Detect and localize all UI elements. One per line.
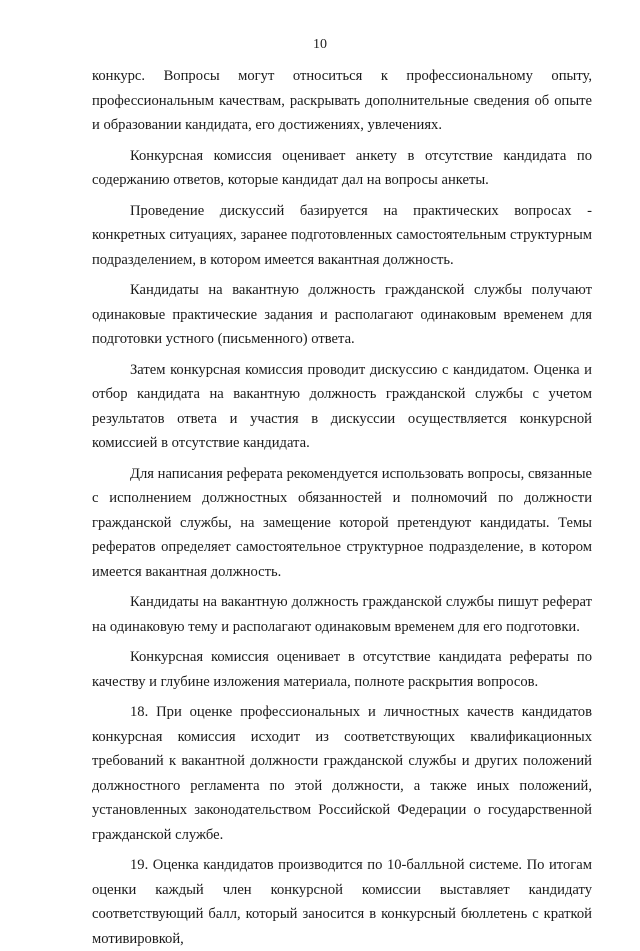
paragraph: Конкурсная комиссия оценивает анкету в отсутствие кандидата по содержанию ответов, которые кандидат дал на вопросы анкеты. (92, 147, 592, 188)
paragraph-item-18: 18. При оценке профессиональных и личностных качеств кандидатов конкурсная комиссия исходит из соответствующих квалификационных требований к вакантной должности гражданской службы и других положений должностного регламента по этой должности, а также иных положений, установленных законодательством Российской Федерации о государственной гражданской службе. (92, 704, 592, 843)
paragraph: Кандидаты на вакантную должность гражданской службы получают одинаковые практические задания и располагают одинаковым временем для подготовки устного (письменного) ответа. (92, 282, 592, 347)
paragraph: Затем конкурсная комиссия проводит дискуссию с кандидатом. Оценка и отбор кандидата на вакантную должность гражданской службы с учетом результатов ответа и участия в дискуссии осуществляется конкурсной комиссией в отсутствие кандидата. (92, 361, 592, 451)
paragraph: Конкурсная комиссия оценивает в отсутствие кандидата рефераты по качеству и глубине изложения материала, полноте раскрытия вопросов. (92, 649, 592, 690)
document-body (92, 64, 592, 951)
paragraph-item-19: 19. Оценка кандидатов производится по 10-балльной системе. По итогам оценки каждый член конкурсной комиссии выставляет кандидату соответствующий балл, который заносится в конкурсный бюллетень с краткой мотивировкой, (92, 857, 592, 947)
paragraph-continuation: конкурс. Вопросы могут относиться к профессиональному опыту, профессиональным качествам, раскрывать дополнительные сведения об опыте и образовании кандидата, его достижениях, увлечениях. (92, 68, 592, 133)
paragraph: Проведение дискуссий базируется на практических вопросах - конкретных ситуациях, заранее подготовленных самостоятельным структурным подразделением, в котором имеется вакантная должность. (92, 202, 592, 268)
paragraph: Кандидаты на вакантную должность гражданской службы пишут реферат на одинаковую тему и располагают одинаковым временем для его подготовки. (92, 594, 592, 635)
paragraph: Для написания реферата рекомендуется использовать вопросы, связанные с исполнением должностных обязанностей и полномочий по должности гражданской службы, на замещение которой претендуют кандидаты. Темы рефератов определяет самостоятельное структурное подразделение, в котором имеется вакантная должность. (92, 465, 592, 580)
page-number: 10 (313, 37, 327, 52)
